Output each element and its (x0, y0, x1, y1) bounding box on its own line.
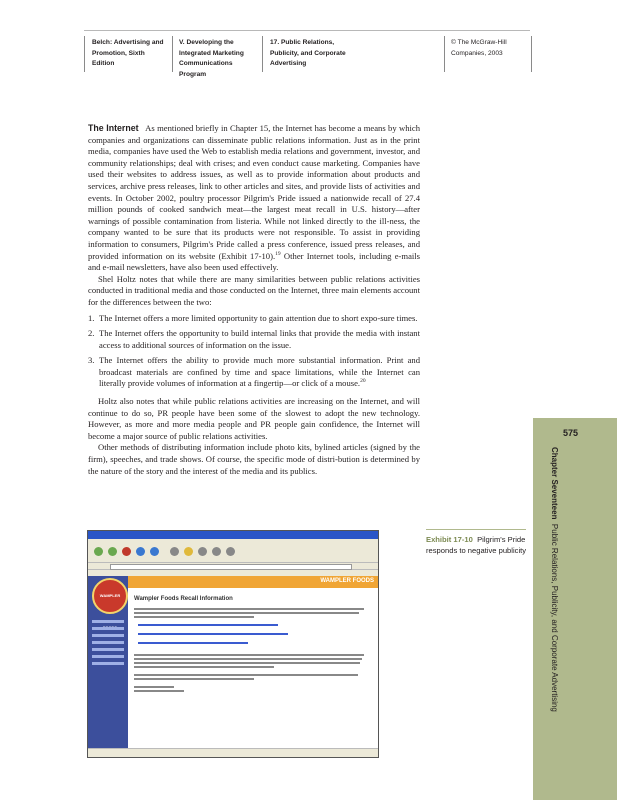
site-banner (128, 576, 378, 588)
sidebar-label (550, 447, 559, 712)
site-nav-item (92, 655, 124, 658)
list-item (88, 355, 420, 390)
browser-status-bar (88, 748, 378, 757)
header-line: Promotion, Sixth Edition (92, 49, 145, 67)
paragraph-holtz: Shel Holtz notes that while there are many similarities between public relations activities conducted in traditional media and those conducted on the Internet, three main elements account for the differences between the two: (88, 273, 420, 307)
list-text: The Internet offers the ability to provide much more substantial information. Print and broadcast materials are confined by time and space limitations, while the Internet can literally provide volumes of information at a fingertip—or click of a mouse. (99, 355, 420, 389)
site-text-line (134, 690, 184, 692)
header-line: Advertising (270, 60, 307, 67)
header-rule-3 (262, 36, 263, 72)
list-text: The Internet offers the opportunity to build internal links that provide the media with instant access to additional sources of information on the issue. (99, 328, 420, 350)
page-number: 575 (563, 428, 579, 438)
site-text-line (134, 666, 274, 668)
list-text: The Internet offers a more limited opportunity to gain attention due to short expo-sure times. (99, 312, 418, 323)
site-link (138, 642, 248, 644)
back-icon (94, 547, 103, 556)
browser-titlebar (88, 531, 378, 539)
sidebar-chapter-title: Public Relations, Publicity, and Corporate Advertising (550, 523, 559, 712)
header-copyright (451, 38, 531, 74)
header-rule-2 (172, 36, 173, 72)
site-text-line (134, 612, 359, 614)
browser-toolbar (88, 545, 378, 563)
site-banner-title: WAMPLER FOODS (320, 578, 374, 584)
header-line: Integrated Marketing (179, 49, 244, 57)
site-nav-item (92, 627, 124, 630)
list-number: 3. (88, 355, 95, 366)
site-nav-item (92, 662, 124, 665)
paragraph-text: As mentioned briefly in Chapter 15, the Internet has become a means by which companies and organizations can disseminate public relations information. Just as in the print media, companies have used the Web to establish media relations and government, investor, and community relationships; deal with crises; and even conduct cause marketing. Companies have used their websites to address issues, as well as to provide information about products and services, archive press releases, link to other articles and sites, and provide lists of activities and events. In October 2002, poultry processor Pilgrim's Pride issued a nationwide recall of 27.4 million pounds of cooked sandwich meat—the largest meat recall in U.S. history—after warnings of possible contamination from listeria. While not linked directly to the ill-ness, the company wanted to be sure that its products were not responsible. To assist in providing information to consumers, Pilgrim's Pride called a press conference, issued press releases, and provided information on its website (Exhibit 17-10). (88, 123, 420, 261)
chapter-sidebar (533, 418, 617, 800)
exhibit-caption (426, 535, 531, 556)
site-heading: Wampler Foods Recall Information (134, 596, 233, 602)
header-book-title (92, 38, 168, 74)
site-nav-item (92, 648, 124, 651)
refresh-icon (136, 547, 145, 556)
history-icon (198, 547, 207, 556)
site-sidebar (88, 576, 128, 748)
body-column (88, 123, 420, 477)
site-text-line (134, 674, 358, 676)
list-item (88, 313, 420, 325)
header-rule-4 (444, 36, 445, 72)
sidebar-running-head (547, 447, 563, 787)
subhead-internet: The Internet (88, 123, 139, 133)
list-number: 1. (88, 312, 95, 323)
header-rule-5 (531, 36, 532, 72)
header-line: © The McGraw-Hill (451, 39, 507, 46)
site-nav-item (92, 641, 124, 644)
wampler-logo: WAMPLER (92, 578, 128, 614)
sidebar-chapter: Chapter Seventeen (550, 447, 559, 520)
site-link (138, 633, 288, 635)
header-top-rule (84, 30, 530, 31)
footnote-ref: 19 (275, 250, 281, 257)
header-chapter-title (270, 38, 366, 74)
mail-icon (212, 547, 221, 556)
header-line: Communications Program (179, 60, 233, 78)
exhibit-screenshot (87, 530, 379, 758)
differences-list (88, 313, 420, 391)
site-text-line (134, 658, 362, 660)
header-line: Belch: Advertising and (92, 39, 164, 46)
footnote-ref: 20 (360, 378, 366, 385)
site-text-line (134, 654, 364, 656)
paragraph-text: Other Internet tools, including e-mails and e-mail newsletters, have also been used effectively. (88, 250, 421, 273)
browser-address-bar (88, 563, 378, 570)
stop-icon (122, 547, 131, 556)
header-line: V. Developing the (179, 39, 234, 46)
exhibit-label: Exhibit 17-10 (426, 535, 473, 544)
forward-icon (108, 547, 117, 556)
site-nav-item (92, 620, 124, 623)
search-icon (170, 547, 179, 556)
header-line: Companies, 2003 (451, 49, 503, 57)
header-line: 17. Public Relations, (270, 39, 335, 46)
caption-rule (426, 529, 526, 530)
site-text-line (134, 608, 364, 610)
address-input (110, 564, 352, 570)
paragraph-holtz-notes: Holtz also notes that while public relations activities are increasing on the Internet, and will continue to do so, PR people have been some of the slowest to adopt the new technology. However, as more and more media people and PR people gain confidence, the Internet will become a major source of public relations activities. (88, 396, 420, 441)
list-item (88, 328, 420, 351)
site-text-line (134, 662, 360, 664)
wampler-website (88, 576, 378, 748)
header-line: Publicity, and Corporate (270, 49, 346, 57)
paragraph-other-methods: Other methods of distributing information include photo kits, bylined articles (signed by the firm), speeches, and trade shows. Of course, the specific mode of distri-bution is determined by the nature of the story and the interest of the media and its publics. (88, 442, 420, 476)
header-part-title (179, 38, 259, 78)
site-text-line (134, 678, 254, 680)
list-number: 2. (88, 328, 95, 339)
print-icon (226, 547, 235, 556)
site-link (138, 624, 278, 626)
site-text-line (134, 616, 254, 618)
site-text-line (134, 686, 174, 688)
favorites-icon (184, 547, 193, 556)
header-rule-1 (84, 36, 85, 72)
exhibit-text: Pilgrim's Pride responds to negative publicity (426, 535, 527, 555)
paragraph-internet (88, 123, 420, 274)
home-icon (150, 547, 159, 556)
site-nav-item (92, 634, 124, 637)
